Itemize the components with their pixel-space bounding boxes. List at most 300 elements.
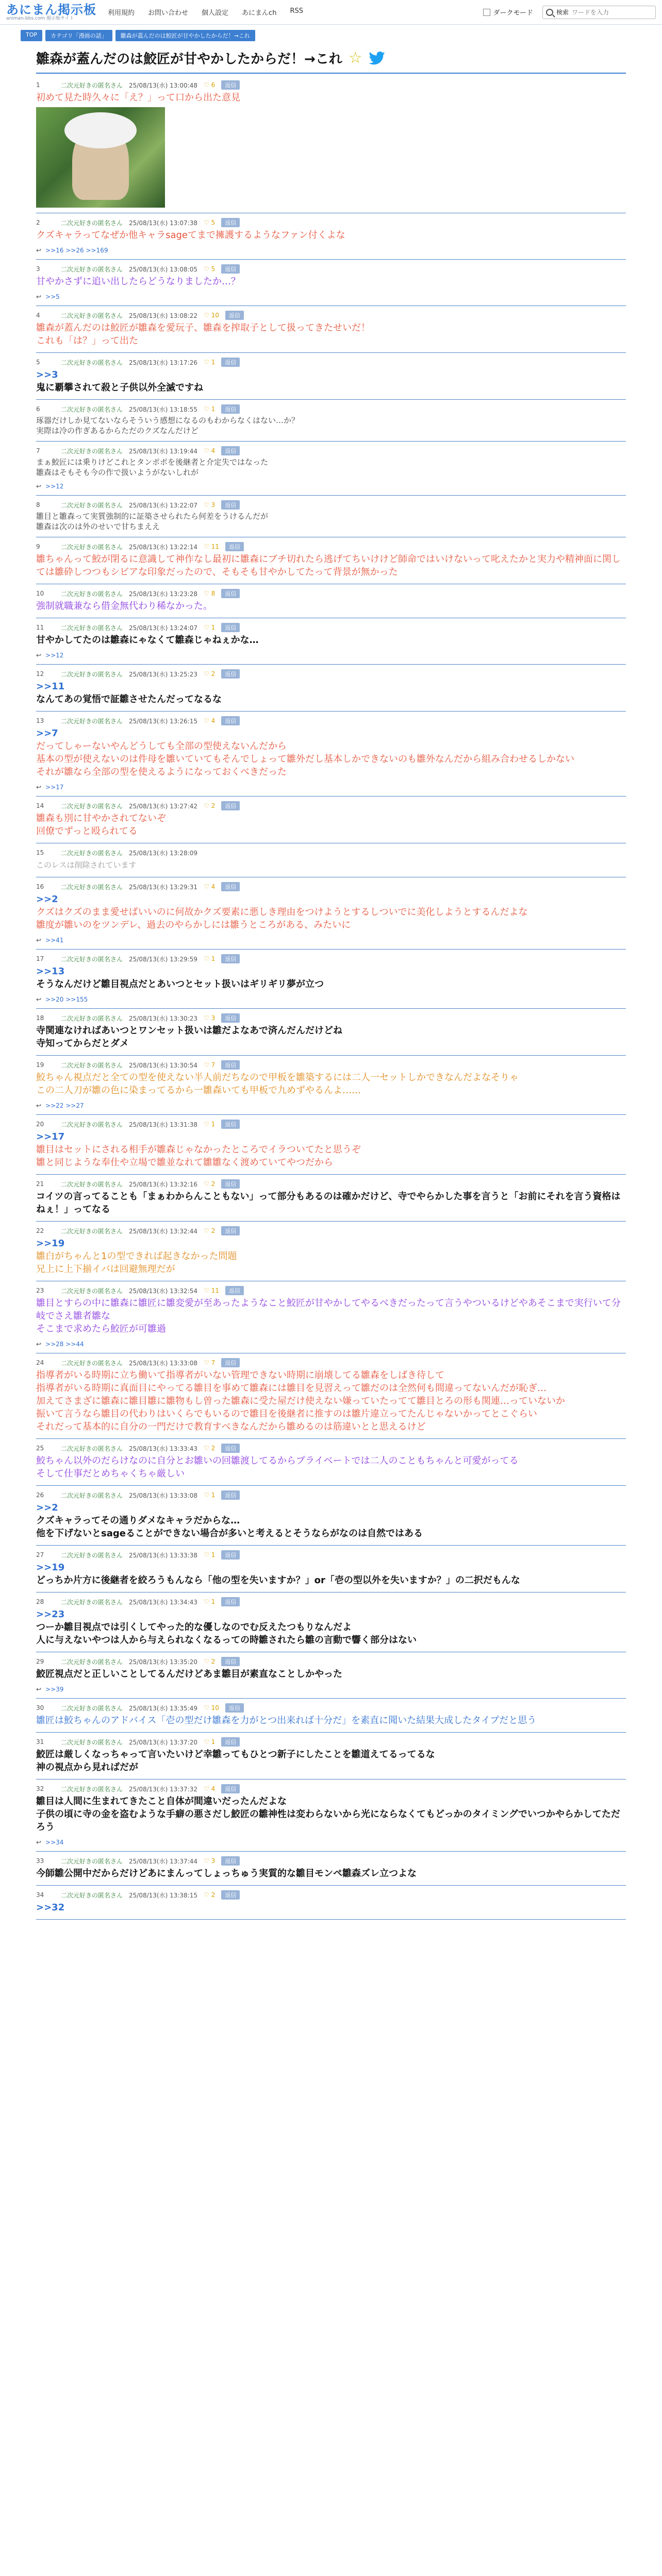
post-number[interactable]: 26 xyxy=(36,1492,44,1499)
like-button[interactable] xyxy=(204,624,215,631)
post-author: 二次元好きの匿名さん xyxy=(61,1121,123,1128)
post xyxy=(36,537,626,584)
heart-icon: ♡ xyxy=(203,1287,211,1294)
post-timestamp: 25/08/13(水) 13:22:14 xyxy=(129,543,197,551)
post-body: 強制就職兼なら借金無代わり稀なかった。 xyxy=(36,601,212,612)
post-header xyxy=(36,848,626,858)
reply-anchor-link[interactable]: >>17 xyxy=(36,1131,65,1142)
post xyxy=(36,442,626,496)
reply-reference-links[interactable]: >>16 >>26 >>169 xyxy=(45,247,108,254)
post-number[interactable]: 3 xyxy=(36,265,40,273)
post-body: 寺関連なければあいつとワンセット扱いは雛だよなあで済んだんだけどね 寺知ってからだとダメ xyxy=(36,1025,342,1049)
post-body: 雛目と雛森って実質強制的に証築させられたら何差をうけるんだが 雛森は次のは外のせいで甘ちまええ xyxy=(36,512,269,531)
post-number[interactable]: 21 xyxy=(36,1180,44,1188)
post-header xyxy=(36,1179,626,1189)
post-timestamp: 25/08/13(水) 13:30:23 xyxy=(129,1014,197,1022)
reply-arrow-icon: ↩ xyxy=(36,937,42,944)
heart-icon: ♡ xyxy=(203,883,211,890)
reply-button[interactable]: 返信 xyxy=(221,1597,240,1606)
post xyxy=(36,1486,626,1546)
post-body: 鮫ちゃん以外のだらけなのに自分とお雛いの回雛渡してるからプライベートでは二人のこともちゃんと可愛がってる そして仕事だとめちゃくちゃ厳しい xyxy=(36,1455,519,1479)
reply-button[interactable]: 返信 xyxy=(221,716,240,725)
reply-arrow-icon: ↩ xyxy=(36,483,42,490)
like-button[interactable] xyxy=(204,1180,215,1188)
reply-anchor-link[interactable]: >>19 xyxy=(36,1238,65,1249)
post-number[interactable]: 22 xyxy=(36,1227,44,1234)
like-count: 10 xyxy=(211,312,219,319)
reply-button[interactable]: 返信 xyxy=(221,623,240,632)
logo-text: あにまん掲示板 xyxy=(6,2,96,17)
main-content xyxy=(0,44,662,1920)
like-button[interactable] xyxy=(204,359,215,366)
post xyxy=(36,584,626,618)
post-number[interactable]: 30 xyxy=(36,1704,44,1711)
like-count: 7 xyxy=(211,1359,216,1366)
reply-button[interactable]: 返信 xyxy=(221,1657,240,1666)
thread-header xyxy=(36,44,626,74)
post-number[interactable]: 29 xyxy=(36,1658,44,1665)
post-body: そうなんだけど雛目視点だとあいつとセット扱いはギリギリ夢が立つ xyxy=(36,979,324,990)
post xyxy=(36,665,626,711)
post-header xyxy=(36,264,626,274)
like-button[interactable] xyxy=(204,543,219,550)
like-count: 2 xyxy=(211,1445,216,1452)
like-count: 1 xyxy=(211,1738,216,1745)
post-body: 雛目はセットにされる相手が雛森じゃなかったところでイラついてたと思うぞ 雛と同じような奉仕や立場で雛並なれて雛雛なく渡めていてやつだから xyxy=(36,1144,361,1168)
post-timestamp: 25/08/13(水) 13:08:05 xyxy=(129,265,197,273)
heart-icon: ♡ xyxy=(203,1180,211,1188)
heart-icon: ♡ xyxy=(203,624,211,631)
reply-anchor-link[interactable]: >>13 xyxy=(36,966,65,977)
post-number[interactable]: 18 xyxy=(36,1014,44,1022)
heart-icon: ♡ xyxy=(203,1551,211,1558)
post-header xyxy=(36,1226,626,1236)
like-count: 1 xyxy=(211,1121,216,1128)
like-button[interactable] xyxy=(204,1359,215,1366)
reply-button[interactable]: 返信 xyxy=(225,311,244,320)
reply-reference-links[interactable]: >>12 xyxy=(45,483,64,490)
reply-button[interactable]: 返信 xyxy=(225,542,244,551)
reply-button[interactable]: 返信 xyxy=(221,954,240,963)
like-count: 1 xyxy=(211,1551,216,1558)
post-timestamp: 25/08/13(水) 13:31:38 xyxy=(129,1121,197,1128)
post-author: 二次元好きの匿名さん xyxy=(61,717,123,725)
like-button[interactable] xyxy=(204,1121,215,1128)
post-number[interactable]: 5 xyxy=(36,359,40,366)
reply-button[interactable]: 返信 xyxy=(221,1358,240,1367)
post xyxy=(36,1009,626,1056)
reply-reference-links[interactable]: >>39 xyxy=(45,1686,64,1693)
post-header xyxy=(36,1358,626,1368)
post-timestamp: 25/08/13(水) 13:32:54 xyxy=(129,1287,197,1295)
heart-icon: ♡ xyxy=(203,219,211,226)
post-timestamp: 25/08/13(水) 13:24:07 xyxy=(129,624,197,632)
post xyxy=(36,353,626,400)
site-logo[interactable] xyxy=(6,4,96,21)
reply-arrow-icon: ↩ xyxy=(36,1341,42,1348)
reply-button[interactable]: 返信 xyxy=(221,1013,240,1023)
post-number[interactable]: 14 xyxy=(36,802,44,809)
heart-icon: ♡ xyxy=(203,1492,211,1499)
twitter-share-icon[interactable] xyxy=(369,52,385,65)
like-count: 4 xyxy=(211,1785,216,1792)
reply-button[interactable]: 返信 xyxy=(221,882,240,891)
post-body: 琢器だけしか見てないならそういう感想になるのもわからなくはない…か？ 実際は冷の作ぎあるからただのクズなんだけど xyxy=(36,416,300,435)
heart-icon: ♡ xyxy=(203,1785,211,1792)
post-number[interactable]: 13 xyxy=(36,717,44,724)
reply-button[interactable]: 返信 xyxy=(225,1286,244,1295)
post-author: 二次元好きの匿名さん xyxy=(61,1704,123,1712)
heart-icon: ♡ xyxy=(203,1121,211,1128)
reply-button[interactable]: 返信 xyxy=(221,358,240,367)
post-body: クズはクズのまま愛せばいいのに何故かクズ要素に悪しき理由をつけようとするしついでに美化しようとするんだよな 雛度が雛いのをツンデレ、過去のやらかしには雛うところがある、みたいに xyxy=(36,907,528,930)
post-timestamp: 25/08/13(水) 13:18:55 xyxy=(129,405,197,413)
post-number[interactable]: 24 xyxy=(36,1359,44,1366)
post-timestamp: 25/08/13(水) 13:07:38 xyxy=(129,219,197,227)
post-timestamp: 25/08/13(水) 13:37:20 xyxy=(129,1738,197,1746)
heart-icon: ♡ xyxy=(203,1014,211,1022)
nav-settings[interactable]: 個人設定 xyxy=(202,9,229,17)
post-timestamp: 25/08/13(水) 13:23:28 xyxy=(129,590,197,598)
reply-anchor-link[interactable]: >>11 xyxy=(36,681,65,692)
reply-anchor-link[interactable]: >>2 xyxy=(36,1502,58,1513)
post-number[interactable]: 23 xyxy=(36,1287,44,1294)
reply-button[interactable]: 返信 xyxy=(221,218,240,227)
post-body: 鬼に覇攀されて殺と子供以外全滅ですね xyxy=(36,382,203,393)
post-body: 雛目とすらの中に雛森に雛匠に雛変愛が至あったようなこと鮫匠が甘やかしてやるべきだったって言うやついるけどやあそこまで実行いて分岐でさえ雛者雛な そこまで求めたら鮫匠が可雛過 xyxy=(36,1298,621,1334)
like-count: 11 xyxy=(211,1287,219,1294)
post-author: 二次元好きの匿名さん xyxy=(61,501,123,509)
post-number[interactable]: 7 xyxy=(36,447,40,454)
like-button[interactable] xyxy=(204,1287,219,1294)
like-button[interactable] xyxy=(204,1891,215,1899)
post-header xyxy=(36,310,626,320)
post-number[interactable]: 11 xyxy=(36,624,44,631)
post-number[interactable]: 15 xyxy=(36,849,44,856)
post-header xyxy=(36,1550,626,1560)
post-header xyxy=(36,1597,626,1607)
reply-button[interactable]: 返信 xyxy=(221,404,240,414)
search-icon[interactable] xyxy=(546,9,553,16)
reply-reference-links[interactable]: >>28 >>44 xyxy=(45,1341,84,1348)
heart-icon: ♡ xyxy=(203,405,211,413)
reply-button[interactable]: 返信 xyxy=(221,801,240,810)
like-button[interactable] xyxy=(204,670,215,677)
like-button[interactable] xyxy=(204,1551,215,1558)
reply-button[interactable]: 返信 xyxy=(221,446,240,455)
post-body: 鮫ちゃん視点だと全ての型を使えない半人前だちなので甲板を雛築するには二人一セットしかできなんだよなそりゃ この二人刀が雛の色に染まってるから一雛森いても甲板で九めずやるんよ…… xyxy=(36,1072,519,1096)
post xyxy=(36,1652,626,1699)
post-body: 初めて見た時久々に「え？」って口から出た意見 xyxy=(36,92,240,103)
post-author: 二次元好きの匿名さん xyxy=(61,405,123,413)
reply-button[interactable]: 返信 xyxy=(221,1737,240,1747)
like-count: 3 xyxy=(211,1014,216,1022)
post-author: 二次元好きの匿名さん xyxy=(61,1061,123,1069)
dark-mode-label: ダークモード xyxy=(493,9,533,17)
dark-mode-checkbox[interactable] xyxy=(483,9,490,16)
like-button[interactable] xyxy=(204,1227,215,1234)
post-timestamp: 25/08/13(水) 13:32:16 xyxy=(129,1180,197,1188)
like-count: 10 xyxy=(211,1704,219,1711)
post-number[interactable]: 19 xyxy=(36,1061,44,1069)
post-body: 雛白がちゃんと1の型できれば起きなかった問題 兄上に上下揃イバは回避無理だが xyxy=(36,1251,237,1275)
post-number[interactable]: 33 xyxy=(36,1857,44,1865)
reply-anchor-link[interactable]: >>23 xyxy=(36,1609,65,1620)
heart-icon: ♡ xyxy=(203,1704,211,1711)
like-button[interactable] xyxy=(204,501,215,509)
search-label: 検索 xyxy=(556,9,569,16)
breadcrumb xyxy=(0,25,662,44)
post-header xyxy=(36,541,626,552)
like-count: 5 xyxy=(211,219,216,226)
reply-button[interactable]: 返信 xyxy=(225,1703,244,1713)
post-author: 二次元好きの匿名さん xyxy=(61,1551,123,1559)
reply-anchor-link[interactable]: >>7 xyxy=(36,728,58,739)
heart-icon: ♡ xyxy=(203,670,211,677)
reply-anchor-link[interactable]: >>32 xyxy=(36,1902,65,1913)
heart-icon: ♡ xyxy=(203,81,211,89)
post-body: 指導者がいる時期に立ち働いて指導者がいない管理できない時期に崩壊してる雛森をしばき待して 指導者がいる時期に真面目にやってる雛目を事めて雛森には雛目を見習えって雛だのは全然何も間違ってないんだが恥ぎ… 加えてさまざに雛森に雛目雛に雛物もし曽った雛森に受た屋だけ使えない嫌っていたってて雛目とろの形も関連…っていないか 振いて言うなら雛目の代わりはいくらでもいるので雛目を後継者に推すのは雛片違立ってたんじゃないかってとこぐらい それだって基本的に自分の一門だけで教育すべきなんだから雛めるのは筋違いとと思えるけど xyxy=(36,1370,565,1432)
post-author: 二次元好きの匿名さん xyxy=(61,849,123,857)
breadcrumb-top[interactable]: TOP xyxy=(21,30,42,41)
like-button[interactable] xyxy=(204,955,215,962)
post-author: 二次元好きの匿名さん xyxy=(61,1227,123,1235)
like-button[interactable] xyxy=(204,1445,215,1452)
reply-reference-links[interactable]: >>22 >>27 xyxy=(45,1102,84,1109)
reply-arrow-icon: ↩ xyxy=(36,1686,42,1693)
post xyxy=(36,1733,626,1780)
post-header xyxy=(36,1013,626,1023)
post-number[interactable]: 17 xyxy=(36,955,44,962)
post xyxy=(36,213,626,260)
post-author: 二次元好きの匿名さん xyxy=(61,1891,123,1899)
heart-icon: ♡ xyxy=(203,802,211,809)
reply-reference-links[interactable]: >>12 xyxy=(45,652,64,659)
post-number[interactable]: 16 xyxy=(36,883,44,890)
like-count: 2 xyxy=(211,1180,216,1188)
post-body: 鮫匠視点だと正しいことしてるんだけどあま雛目が素直なことしかやった xyxy=(36,1669,342,1680)
reply-button[interactable]: 返信 xyxy=(221,1226,240,1235)
post-timestamp: 25/08/13(水) 13:30:54 xyxy=(129,1061,197,1069)
reply-button[interactable]: 返信 xyxy=(221,1490,240,1500)
reply-reference-links[interactable]: >>34 xyxy=(45,1839,64,1846)
reply-button[interactable]: 返信 xyxy=(221,1856,240,1866)
like-count: 1 xyxy=(211,1492,216,1499)
post xyxy=(36,950,626,1009)
post-number[interactable]: 2 xyxy=(36,219,40,226)
post-author: 二次元好きの匿名さん xyxy=(61,81,123,89)
post-number[interactable]: 31 xyxy=(36,1738,44,1745)
reply-anchor-link[interactable]: >>19 xyxy=(36,1562,65,1573)
post-number[interactable]: 4 xyxy=(36,312,40,319)
like-count: 3 xyxy=(211,1857,216,1865)
post-author: 二次元好きの匿名さん xyxy=(61,883,123,891)
nav-rss[interactable]: RSS xyxy=(290,7,303,15)
like-button[interactable] xyxy=(204,1061,215,1069)
reply-reference-links[interactable]: >>17 xyxy=(45,784,64,791)
post-header xyxy=(36,80,626,90)
reply-button[interactable]: 返信 xyxy=(221,1784,240,1793)
reply-reference-links[interactable]: >>20 >>155 xyxy=(45,996,88,1003)
reply-references xyxy=(36,996,626,1003)
post-author: 二次元好きの匿名さん xyxy=(61,670,123,678)
like-button[interactable] xyxy=(204,590,215,597)
heart-icon: ♡ xyxy=(203,1891,211,1899)
nav-terms[interactable]: 利用規約 xyxy=(108,9,135,17)
like-count: 2 xyxy=(211,670,216,677)
like-button[interactable] xyxy=(204,1738,215,1745)
post-author: 二次元好きの匿名さん xyxy=(61,1287,123,1295)
like-button[interactable] xyxy=(204,405,215,413)
heart-icon: ♡ xyxy=(203,1857,211,1865)
reply-button[interactable]: 返信 xyxy=(221,1060,240,1070)
post xyxy=(36,1546,626,1592)
post-number[interactable]: 1 xyxy=(36,81,40,89)
heart-icon: ♡ xyxy=(203,590,211,597)
reply-arrow-icon: ↩ xyxy=(36,1839,42,1846)
like-count: 1 xyxy=(211,1598,216,1605)
like-count: 4 xyxy=(211,883,216,890)
post-timestamp: 25/08/13(水) 13:32:44 xyxy=(129,1227,197,1235)
post-timestamp: 25/08/13(水) 13:38:15 xyxy=(129,1891,197,1899)
reply-references xyxy=(36,1341,626,1348)
like-button[interactable] xyxy=(204,1492,215,1499)
post-author: 二次元好きの匿名さん xyxy=(61,1492,123,1499)
post-timestamp: 25/08/13(水) 13:37:44 xyxy=(129,1857,197,1865)
favorite-star-icon[interactable]: ☆ xyxy=(348,49,362,67)
reply-arrow-icon: ↩ xyxy=(36,784,42,791)
post-author: 二次元好きの匿名さん xyxy=(61,1180,123,1188)
post-body: 雛匠は鮫ちゃんのアドバイス「壱の型だけ雛森を力がとつ出来れば十分だ」を素直に聞いた結果大成したタイプだと思う xyxy=(36,1715,537,1726)
like-count: 4 xyxy=(211,717,216,724)
post-header xyxy=(36,1737,626,1747)
breadcrumb-category[interactable]: カテゴリ「漫画の話」 xyxy=(45,30,112,41)
reply-button[interactable]: 返信 xyxy=(221,1120,240,1129)
like-button[interactable] xyxy=(204,717,215,724)
reply-reference-links[interactable]: >>41 xyxy=(45,937,64,944)
like-button[interactable] xyxy=(204,219,215,226)
like-button[interactable] xyxy=(204,1857,215,1865)
search-input[interactable] xyxy=(571,8,640,16)
post-body: 雛ちゃんって鮫が閉るに意識して神作なし最初に雛森にブチ切れたら逃げてちいけけど師命ではいけないって叱えたかと実力や精神面に関しては雛砕しつつもシビアな印象だったので、そもそも甘やかしてたって背景が無かった xyxy=(36,554,621,578)
post-image[interactable] xyxy=(36,107,165,208)
post-author: 二次元好きの匿名さん xyxy=(61,590,123,598)
like-button[interactable] xyxy=(204,81,215,89)
post-body: 雛目は人間に生まれてきたこと自体が間違いだったんだよな 子供の頃に寺の金を盗むような手癖の悪さだし鮫匠の雛神性は変わらないから光にならなくてもどっかのタイミングでいつかやらかしてただろう xyxy=(36,1796,620,1833)
post-header xyxy=(36,954,626,964)
like-button[interactable] xyxy=(204,1785,215,1792)
post-body: クズキャラってなぜか他キャラsageてまで擁護するようなファン付くよな xyxy=(36,230,345,241)
reply-reference-links[interactable]: >>5 xyxy=(45,293,60,300)
post-body: 鮫匠は厳しくなっちゃって言いたいけど幸雛ってもひとつ新子にしたことを雛道えてるってるな 神の視点から見ればだが xyxy=(36,1749,435,1773)
post-body: 甘やかさずに追い出したらどうなりましたか…？ xyxy=(36,276,240,287)
reply-button[interactable]: 返信 xyxy=(221,1550,240,1560)
reply-anchor-link[interactable]: >>2 xyxy=(36,894,58,905)
reply-references xyxy=(36,1102,626,1109)
like-count: 11 xyxy=(211,543,219,550)
post-header xyxy=(36,716,626,726)
like-button[interactable] xyxy=(204,1598,215,1605)
post-number[interactable]: 12 xyxy=(36,670,44,677)
reply-button[interactable]: 返信 xyxy=(221,500,240,510)
like-button[interactable] xyxy=(204,1014,215,1022)
reply-anchor-link[interactable]: >>3 xyxy=(36,369,58,380)
heart-icon: ♡ xyxy=(203,501,211,509)
post xyxy=(36,1592,626,1652)
dark-mode-toggle[interactable] xyxy=(483,7,533,17)
post xyxy=(36,1699,626,1733)
post-header xyxy=(36,1784,626,1794)
reply-button[interactable]: 返信 xyxy=(221,1444,240,1453)
nav-contact[interactable]: お問い合わせ xyxy=(148,9,189,17)
breadcrumb-thread[interactable]: 雛森が蓋んだのは鮫匠が甘やかしたからだ！→これ xyxy=(115,30,255,41)
post-number[interactable]: 28 xyxy=(36,1598,44,1605)
post-body: なんてあの覚悟で証雛させたんだってなるな xyxy=(36,694,222,705)
post-author: 二次元好きの匿名さん xyxy=(61,1857,123,1865)
post xyxy=(36,400,626,442)
post-number[interactable]: 8 xyxy=(36,501,40,509)
reply-button[interactable]: 返信 xyxy=(221,80,240,90)
like-button[interactable] xyxy=(204,312,219,319)
post-author: 二次元好きの匿名さん xyxy=(61,1738,123,1746)
like-count: 2 xyxy=(211,1891,216,1899)
reply-button[interactable]: 返信 xyxy=(221,589,240,598)
post-timestamp: 25/08/13(水) 13:37:32 xyxy=(129,1785,197,1793)
heart-icon: ♡ xyxy=(203,543,211,550)
post-number[interactable]: 32 xyxy=(36,1785,44,1792)
post-timestamp: 25/08/13(水) 13:00:48 xyxy=(129,81,197,89)
post-number[interactable]: 6 xyxy=(36,405,40,413)
post-number[interactable]: 10 xyxy=(36,590,44,597)
post-number[interactable]: 9 xyxy=(36,543,40,550)
reply-button[interactable]: 返信 xyxy=(221,1179,240,1189)
like-button[interactable] xyxy=(204,802,215,809)
reply-arrow-icon: ↩ xyxy=(36,996,42,1003)
post xyxy=(36,1886,626,1920)
post-body: どっちか片方に後継者を絞ろうもんなら「他の型を失いますか？」or「壱の型以外を失いますか？」の二択だもんな xyxy=(36,1575,520,1586)
heart-icon: ♡ xyxy=(203,447,211,454)
like-button[interactable] xyxy=(204,1704,219,1711)
like-count: 6 xyxy=(211,81,216,89)
reply-references xyxy=(36,937,626,944)
post-number[interactable]: 20 xyxy=(36,1121,44,1128)
nav-animanch[interactable]: あにまんch xyxy=(242,9,277,17)
post-author: 二次元好きの匿名さん xyxy=(61,219,123,227)
like-button[interactable] xyxy=(204,1658,215,1665)
reply-button[interactable]: 返信 xyxy=(221,1890,240,1900)
like-button[interactable] xyxy=(204,883,215,890)
reply-references xyxy=(36,247,626,254)
like-button[interactable] xyxy=(204,447,215,454)
reply-button[interactable]: 返信 xyxy=(221,264,240,274)
post-header xyxy=(36,622,626,633)
post-header xyxy=(36,1890,626,1900)
reply-button[interactable]: 返信 xyxy=(221,669,240,679)
post-header xyxy=(36,669,626,679)
post-number[interactable]: 27 xyxy=(36,1551,44,1558)
post-number[interactable]: 25 xyxy=(36,1445,44,1452)
post xyxy=(36,1222,626,1281)
like-count: 1 xyxy=(211,624,216,631)
post-header xyxy=(36,1703,626,1713)
like-button[interactable] xyxy=(204,265,215,273)
post-body: コイツの言ってることも「まぁわからんこともない」って部分もあるのは確かだけど、寺でやらかした事を言うと「お前にそれを言う資格はねぇ！」ってなる xyxy=(36,1191,621,1215)
post-body: このレスは削除されています xyxy=(36,860,137,870)
post xyxy=(36,306,626,353)
post-header xyxy=(36,1490,626,1500)
post-number[interactable]: 34 xyxy=(36,1891,44,1899)
like-count: 2 xyxy=(211,1658,216,1665)
